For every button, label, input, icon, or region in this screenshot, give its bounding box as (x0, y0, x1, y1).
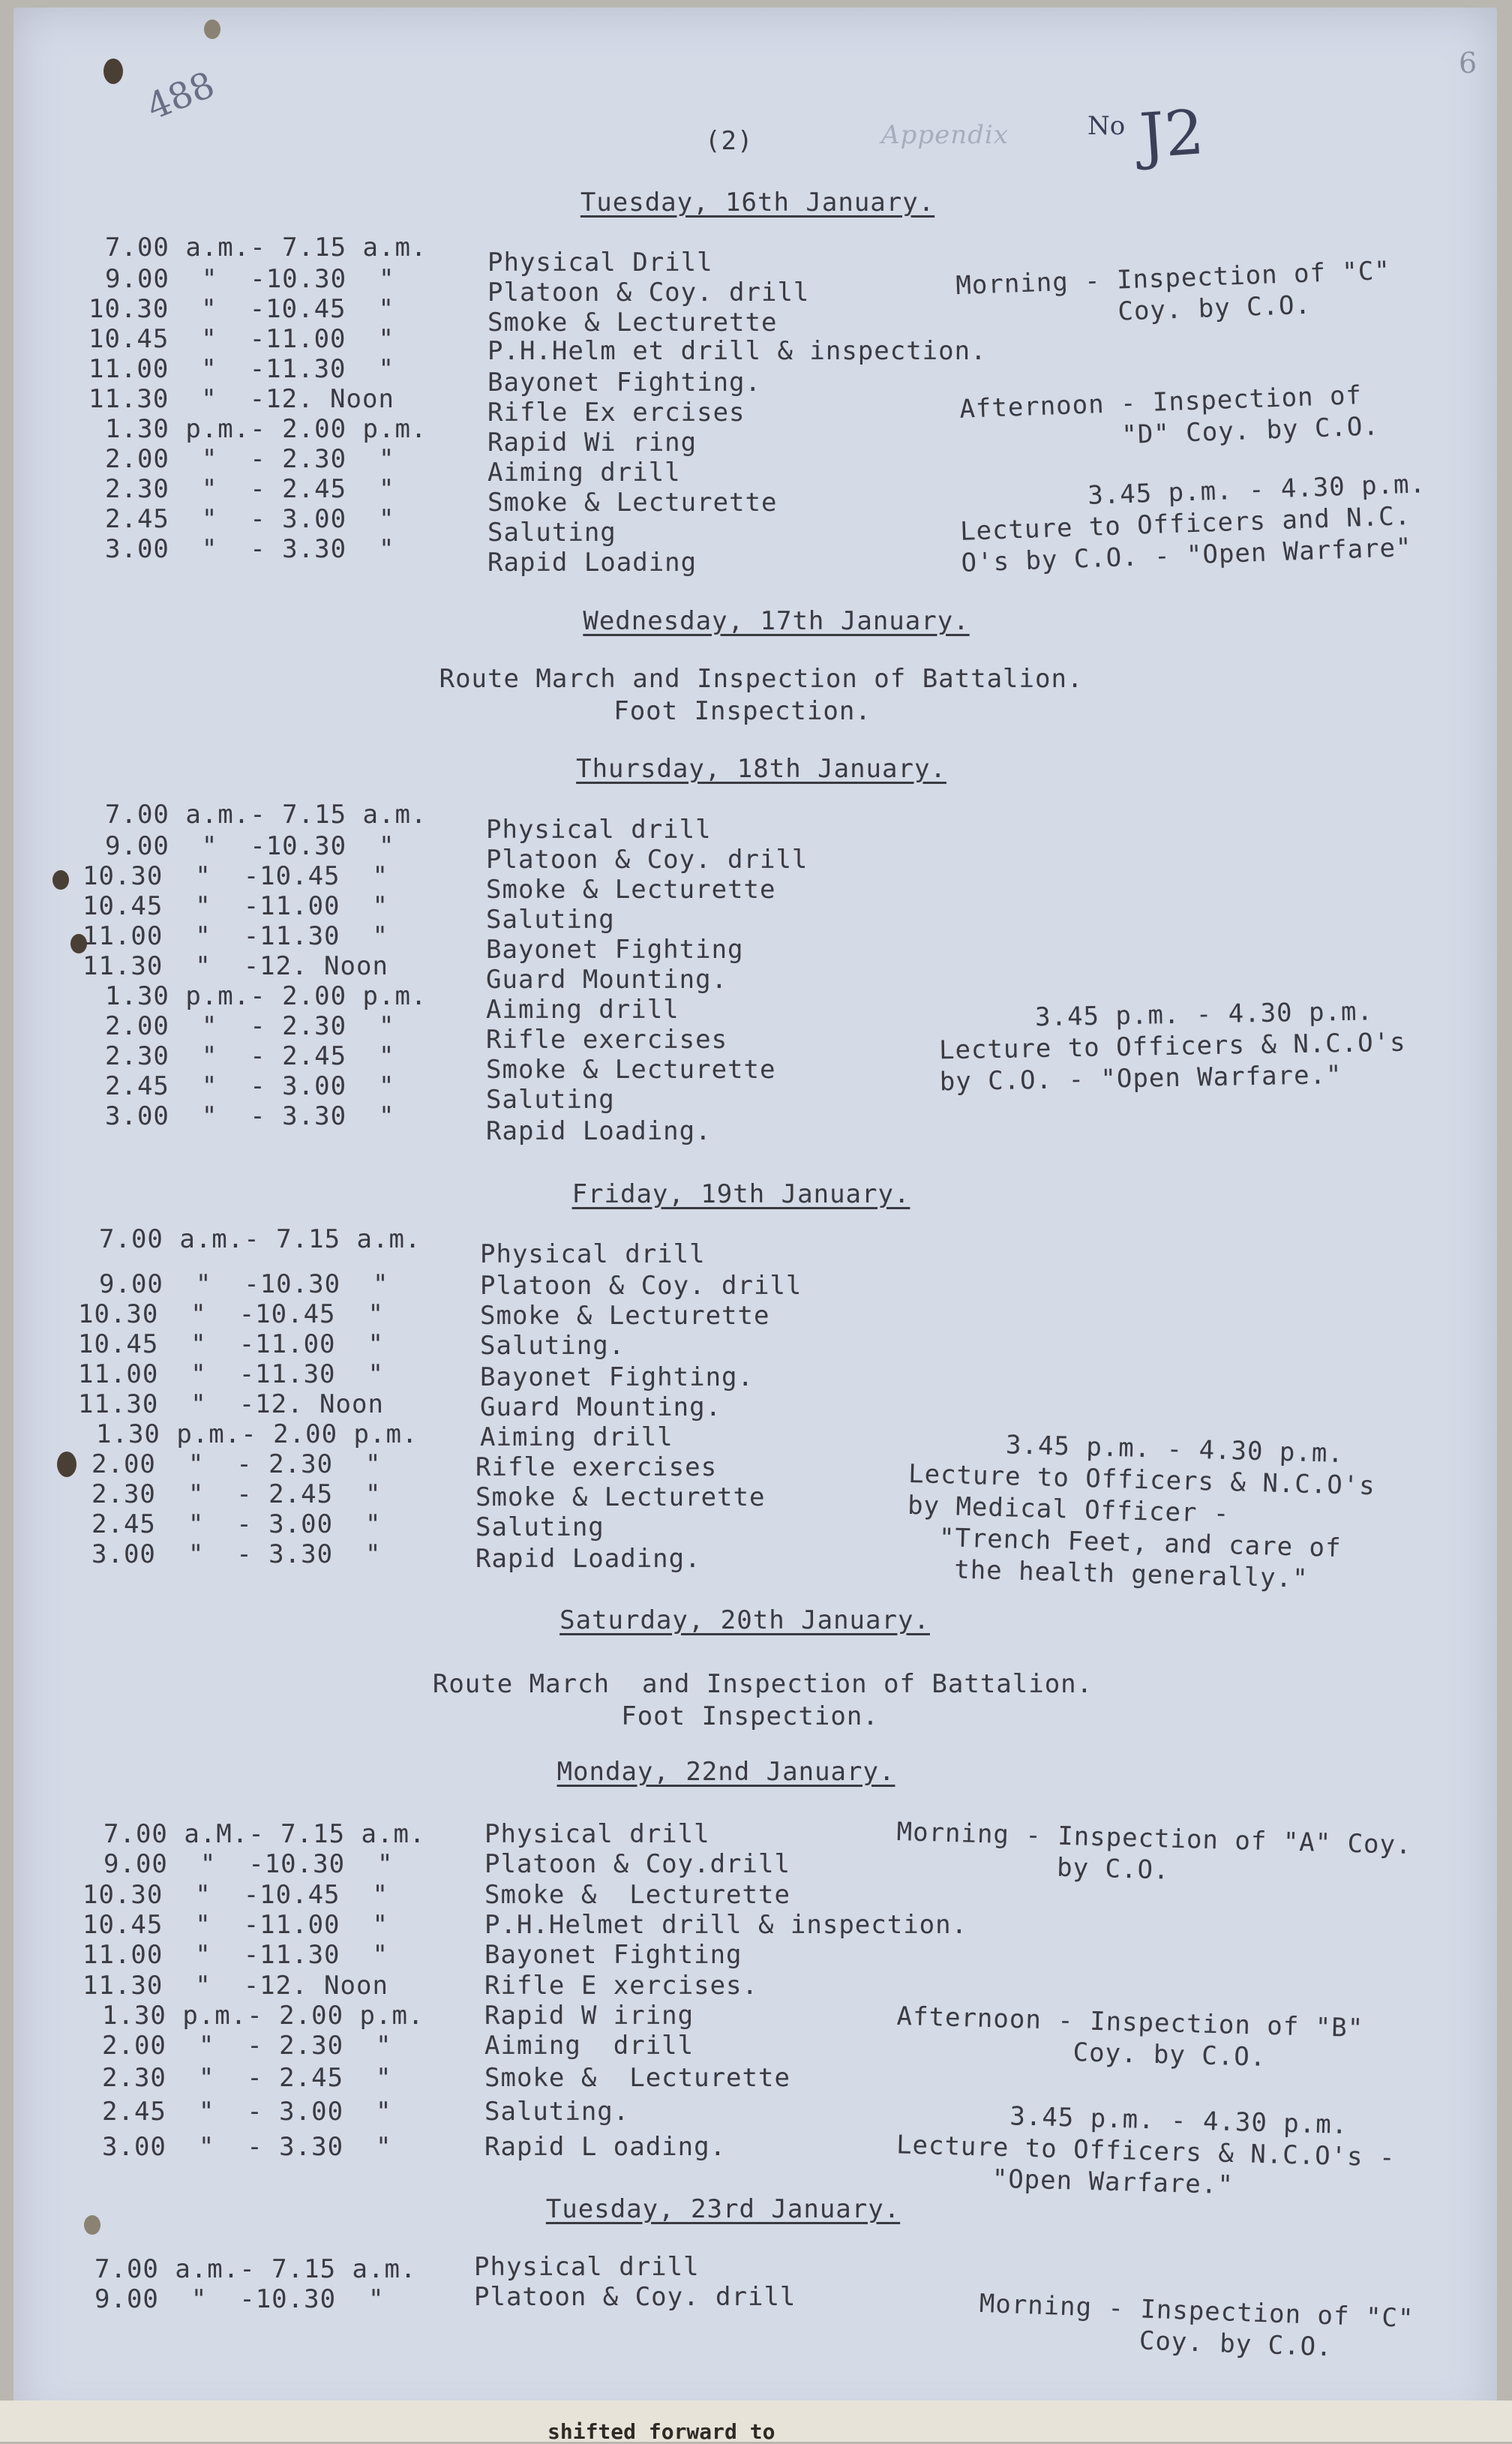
activity: Rapid Loading. (486, 1116, 712, 1146)
punch-hole (52, 870, 69, 890)
activity: Smoke & Lecturette (486, 1055, 776, 1085)
activity: Platoon & Coy. drill (486, 845, 808, 875)
day-line: Route March and Inspection of Battalion. (439, 664, 1084, 694)
time-range: 2.30 " - 2.45 " (102, 2063, 392, 2093)
time-range: 7.00 a.m.- 7.15 a.m. (105, 800, 428, 830)
activity: Saluting (486, 1085, 615, 1115)
time-range: 11.00 " -11.30 " (78, 1359, 384, 1389)
punch-hole (57, 1452, 76, 1477)
activity: Saluting (486, 905, 615, 935)
punch-hole (104, 59, 123, 84)
inspection-note: Afternoon - Inspection of "D" Coy. by C.O. (958, 380, 1380, 456)
activity: Smoke & Lecturette (488, 308, 778, 338)
activity: Platoon & Coy.drill (484, 1849, 790, 1879)
activity: Aiming drill (488, 458, 681, 488)
activity: Physical drill (484, 1819, 710, 1849)
activity: Guard Mounting. (480, 1392, 722, 1422)
time-range: 10.45 " -11.00 " (78, 1329, 384, 1359)
activity: Physical drill (474, 2252, 700, 2282)
time-range: 11.00 " -11.30 " (82, 921, 388, 951)
folio-number: 488 (140, 63, 220, 129)
time-range: 2.30 " - 2.45 " (92, 1479, 382, 1509)
activity: Rifle Ex ercises (488, 398, 746, 428)
time-range: 11.30 " -12. Noon (78, 1389, 384, 1419)
activity: Platoon & Coy. drill (480, 1271, 802, 1301)
activity: Smoke & Lecturette (480, 1301, 770, 1331)
lecture-note: 3.45 p.m. - 4.30 p.m. Lecture to Officers and N.C. O's by C.O. - "Open Warfare" (958, 469, 1426, 578)
activity: Bayonet Fighting (484, 1940, 742, 1970)
time-range: 9.00 " -10.30 " (104, 1849, 394, 1879)
activity: Physical drill (480, 1239, 706, 1269)
activity: Rapid Loading. (476, 1544, 701, 1574)
time-range: 10.30 " -10.45 " (88, 294, 394, 324)
time-range: 2.45 " - 3.00 " (102, 2097, 392, 2127)
activity: Bayonet Fighting. (480, 1362, 754, 1392)
time-range: 11.30 " -12. Noon (88, 384, 394, 414)
time-range: 2.30 " - 2.45 " (105, 1041, 395, 1071)
time-range: 2.00 " - 2.30 " (102, 2031, 392, 2061)
activity: Smoke & Lecturette (484, 1880, 790, 1910)
lecture-note: 3.45 p.m. - 4.30 p.m. Lecture to Officers & N.C.O's by Medical Officer - "Trench Feet, and care of the health generally." (905, 1427, 1376, 1594)
activity: Platoon & Coy. drill (474, 2282, 796, 2312)
activity: Smoke & Lecturette (488, 488, 778, 518)
time-range: 11.00 " -11.30 " (82, 1940, 388, 1970)
time-range: 10.45 " -11.00 " (82, 891, 388, 921)
time-range: 1.30 p.m.- 2.00 p.m. (96, 1419, 418, 1449)
activity: Rifle E xercises. (484, 1971, 758, 2001)
lecture-note: 3.45 p.m. - 4.30 p.m. Lecture to Officers & N.C.O's by C.O. - "Open Warfare." (938, 996, 1406, 1097)
activity: Aiming drill (486, 995, 680, 1025)
time-range: 10.45 " -11.00 " (88, 324, 394, 354)
inspection-note: Morning - Inspection of "C" Coy. by C.O. (977, 2288, 1414, 2363)
activity: Saluting. (480, 1331, 626, 1361)
day-line: Foot Inspection. (621, 1701, 879, 1731)
time-range: 2.30 " - 2.45 " (105, 474, 395, 504)
inspection-note: Afternoon - Inspection of "B" Coy. by C.O. (896, 2001, 1364, 2073)
time-range: 1.30 p.m.- 2.00 p.m. (105, 414, 428, 444)
activity: Rapid W iring (484, 2001, 694, 2031)
time-range: 2.00 " - 2.30 " (105, 444, 395, 474)
activity: Saluting (488, 518, 616, 548)
time-range: 2.00 " - 2.30 " (92, 1449, 382, 1479)
time-range: 7.00 a.m.- 7.15 a.m. (99, 1224, 422, 1254)
time-range: 11.30 " -12. Noon (82, 951, 388, 981)
day-heading: Tuesday, 23rd January. (545, 2194, 901, 2224)
activity: Saluting (476, 1512, 604, 1542)
activity: Saluting. (484, 2097, 630, 2127)
activity: P.H.Helmet drill & inspection. (484, 1910, 968, 1940)
activity: Smoke & Lecturette (484, 2063, 790, 2093)
activity: Rapid Loading (488, 548, 698, 578)
inspection-note: Morning - Inspection of "A" Coy. by C.O. (896, 1817, 1412, 1886)
underlying-page-text: shifted forward to (548, 2419, 776, 2444)
activity: Aiming drill (480, 1422, 674, 1452)
page-number: (2) (705, 126, 754, 156)
time-range: 1.30 p.m.- 2.00 p.m. (102, 2001, 424, 2031)
time-range: 2.00 " - 2.30 " (105, 1011, 395, 1041)
corner-number: 6 (1459, 47, 1478, 80)
time-range: 11.00 " -11.30 " (88, 354, 394, 384)
appendix-id: J2 (1137, 97, 1207, 173)
activity: Platoon & Coy. drill (488, 278, 810, 308)
day-line: Route March and Inspection of Battalion. (432, 1669, 1094, 1699)
appendix-label: No (1088, 111, 1126, 141)
time-range: 2.45 " - 3.00 " (92, 1509, 382, 1539)
activity: Bayonet Fighting (486, 935, 744, 965)
time-range: 10.30 " -10.45 " (78, 1299, 384, 1329)
punch-hole (204, 20, 220, 39)
activity: Physical drill (486, 815, 712, 845)
time-range: 9.00 " -10.30 " (105, 264, 395, 294)
activity: Rifle exercises (476, 1452, 718, 1482)
day-heading: Thursday, 18th January. (576, 754, 946, 784)
time-range: 9.00 " -10.30 " (99, 1269, 389, 1299)
day-heading: Wednesday, 17th January. (583, 606, 970, 636)
activity: Smoke & Lecturette (476, 1482, 766, 1512)
time-range: 10.45 " -11.00 " (82, 1910, 388, 1940)
activity: Guard Mounting. (486, 965, 728, 995)
activity: Physical Drill (488, 248, 713, 278)
time-range: 3.00 " - 3.30 " (105, 1101, 395, 1131)
punch-hole (84, 2215, 100, 2235)
time-range: 9.00 " -10.30 " (94, 2284, 385, 2314)
day-heading: Tuesday, 16th January. (580, 188, 935, 218)
activity: Aiming drill (484, 2031, 694, 2061)
time-range: 3.00 " - 3.30 " (102, 2132, 392, 2162)
time-range: 7.00 a.m.- 7.15 a.m. (94, 2254, 417, 2284)
activity: P.H.Helm et drill & inspection. (488, 336, 987, 366)
time-range: 3.00 " - 3.30 " (92, 1539, 382, 1569)
time-range: 10.30 " -10.45 " (82, 861, 388, 891)
activity: Rapid L oading. (484, 2132, 727, 2162)
time-range: 11.30 " -12. Noon (82, 1971, 388, 2001)
day-heading: Friday, 19th January. (572, 1179, 910, 1209)
time-range: 2.45 " - 3.00 " (105, 1071, 395, 1101)
time-range: 7.00 a.m.- 7.15 a.m. (105, 233, 428, 263)
time-range: 7.00 a.M.- 7.15 a.m. (104, 1819, 426, 1849)
lecture-note: 3.45 p.m. - 4.30 p.m. Lecture to Officers & N.C.O's - "Open Warfare." (895, 2098, 1396, 2201)
time-range: 2.45 " - 3.00 " (105, 504, 395, 534)
faint-stamp: Appendix (881, 120, 1009, 150)
day-heading: Monday, 22nd January. (556, 1757, 896, 1787)
activity: Rifle exercises (486, 1025, 728, 1055)
activity: Bayonet Fighting. (488, 368, 761, 398)
inspection-note: Morning - Inspection of "C" Coy. by C.O. (955, 255, 1391, 333)
time-range: 9.00 " -10.30 " (105, 831, 395, 861)
time-range: 1.30 p.m.- 2.00 p.m. (105, 981, 428, 1011)
day-line: Foot Inspection. (614, 696, 872, 726)
time-range: 10.30 " -10.45 " (82, 1880, 388, 1910)
activity: Rapid Wi ring (488, 428, 698, 458)
activity: Smoke & Lecturette (486, 875, 776, 905)
day-heading: Saturday, 20th January. (560, 1605, 930, 1635)
time-range: 3.00 " - 3.30 " (105, 534, 395, 564)
